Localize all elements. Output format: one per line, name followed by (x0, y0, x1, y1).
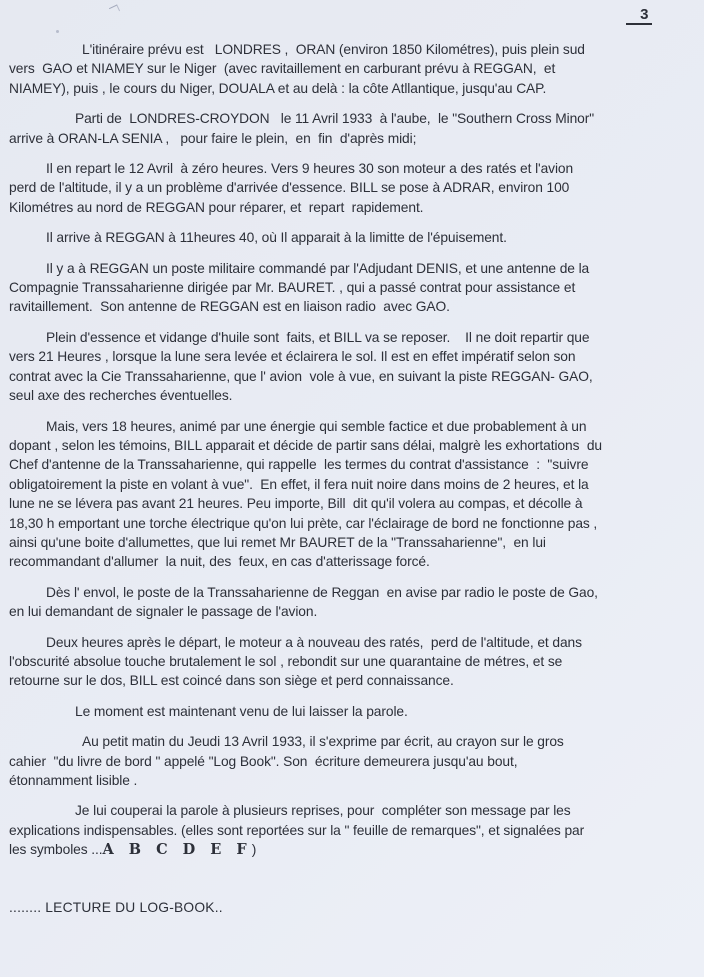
text-line: Chef d'antenne de la Transsaharienne, qui rappelle les termes du contrat d'assistance : "suivre (9, 457, 589, 473)
paragraph (9, 801, 678, 859)
text-line: Kilométres au nord de REGGAN pour réparer, et repart rapidement. (9, 199, 424, 215)
text-line: explications indispensables. (elles sont reportées sur la " feuille de remarques", et signalées par (9, 822, 585, 838)
paragraph (9, 633, 678, 691)
footer-heading: ........ LECTURE DU LOG-BOOK.. (9, 899, 223, 915)
text-line: Mais, vers 18 heures, animé par une énergie qui semble factice et due probablement à un (46, 418, 587, 434)
text-line: Deux heures après le départ, le moteur a à nouveau des ratés, perd de l'altitude, et dans (46, 634, 582, 650)
text-line: ravitaillement. Son antenne de REGGAN est en liaison radio avec GAO. (9, 299, 450, 315)
text-line: Au petit matin du Jeudi 13 Avril 1933, il s'exprime par écrit, au crayon sur le gros (82, 734, 564, 750)
paragraph (9, 417, 678, 572)
text-line: Parti de LONDRES-CROYDON le 11 Avril 1933 à l'aube, le "Southern Cross Minor" (75, 111, 595, 127)
paragraph (9, 583, 678, 622)
text-line: Je lui couperai la parole à plusieurs reprises, pour compléter son message par les (75, 803, 571, 819)
text-line: NIAMEY), puis , le cours du Niger, DOUALA et au delà : la côte Atllantique, jusqu'au CAP. (9, 80, 547, 96)
paragraph (9, 159, 678, 217)
text-line: cahier "du livre de bord " appelé "Log Book". Son écriture demeurera jusqu'au bout, (9, 753, 518, 769)
fraktur-symbols: A B C D E F (102, 841, 252, 859)
text-line: L'itinéraire prévu est LONDRES , ORAN (environ 1850 Kilométres), puis plein sud (82, 42, 585, 57)
paragraph (9, 702, 678, 721)
text-line: Il y a à REGGAN un poste militaire commandé par l'Adjudant DENIS, et une antenne de la (46, 260, 590, 276)
text-line: retourne sur le dos, BILL est coincé dans son siège et perd connaissance. (9, 673, 454, 689)
text-line: obligatoirement la piste en volant à vue". En effet, il fera nuit noire dans moins de 2 heures, et la (9, 476, 589, 492)
text-line: lune ne se lévera pas avant 21 heures. Peu importe, Bill dit qu'il volera au compas, et décolle à (9, 496, 583, 512)
text-line: l'obscurité absolue touche brutalement le sol , rebondit sur une quarantaine de métres, et se (9, 653, 563, 669)
text-line: Dès l' envol, le poste de la Transsaharienne de Reggan en avise par radio le poste de Gao, (46, 584, 598, 600)
text-line: Plein d'essence et vidange d'huile sont faits, et BILL va se reposer. Il ne doit repartir que (46, 329, 590, 345)
scan-mark (109, 4, 120, 14)
text-line: étonnamment lisible . (9, 773, 138, 788)
text-line: Le moment est maintenant venu de lui laisser la parole. (75, 703, 408, 719)
paragraph (9, 259, 678, 317)
text-segment: les symboles ... (9, 842, 103, 858)
paragraph (9, 328, 678, 406)
text-line: en lui demandant de signaler le passage de l'avion. (9, 604, 318, 620)
page-number: 3 (626, 6, 652, 25)
text-line: ainsi qu'une boite d'allumettes, que lui remet Mr BAURET de la "Transsaharienne", en lui (9, 534, 546, 550)
text-line (9, 840, 678, 859)
text-line: Compagnie Transsaharienne dirigée par Mr. BAURET. , qui a passé contrat pour assistance et (9, 280, 576, 296)
text-line: recommandant d'allumer la nuit, des feux, en cas d'atterissage forcé. (9, 554, 430, 570)
text-line: vers GAO et NIAMEY sur le Niger (avec ravitaillement en carburant prévu à REGGAN, et (9, 61, 556, 77)
paragraph (9, 109, 678, 148)
text-line: Il en repart le 12 Avril à zéro heures. Vers 9 heures 30 son moteur a des ratés et l'avion (46, 161, 574, 177)
paragraph (9, 732, 678, 790)
text-line: arrive à ORAN-LA SENIA , pour faire le plein, en fin d'après midi; (9, 130, 417, 146)
text-line: seul axe des recherches éventuelles. (9, 388, 233, 404)
text-line: Il arrive à REGGAN à 11heures 40, où Il apparait à la limitte de l'épuisement. (46, 230, 507, 246)
text-line: dopant , selon les témoins, BILL apparait et décide de partir sans délai, malgrè les exhortations du (9, 437, 602, 453)
text-line: 18,30 h emportant une torche électrique qu'on lui prète, car l'éclairage de bord ne fonctionne pas , (9, 515, 598, 531)
text-segment: ) (251, 842, 257, 858)
text-line: contrat avec la Cie Transsaharienne, que l' avion vole à vue, en suivant la piste REGGAN- GAO, (9, 368, 593, 384)
paragraph (9, 40, 678, 98)
scan-mark (56, 30, 59, 33)
text-line: perd de l'altitude, il y a un problème d'arrivée d'essence. BILL se pose à ADRAR, environ 100 (9, 180, 570, 196)
document-body (9, 40, 678, 917)
text-line: vers 21 Heures , lorsque la lune sera levée et éclairera le sol. Il est en effet impératif selon son (9, 349, 576, 365)
paragraph (9, 228, 678, 247)
